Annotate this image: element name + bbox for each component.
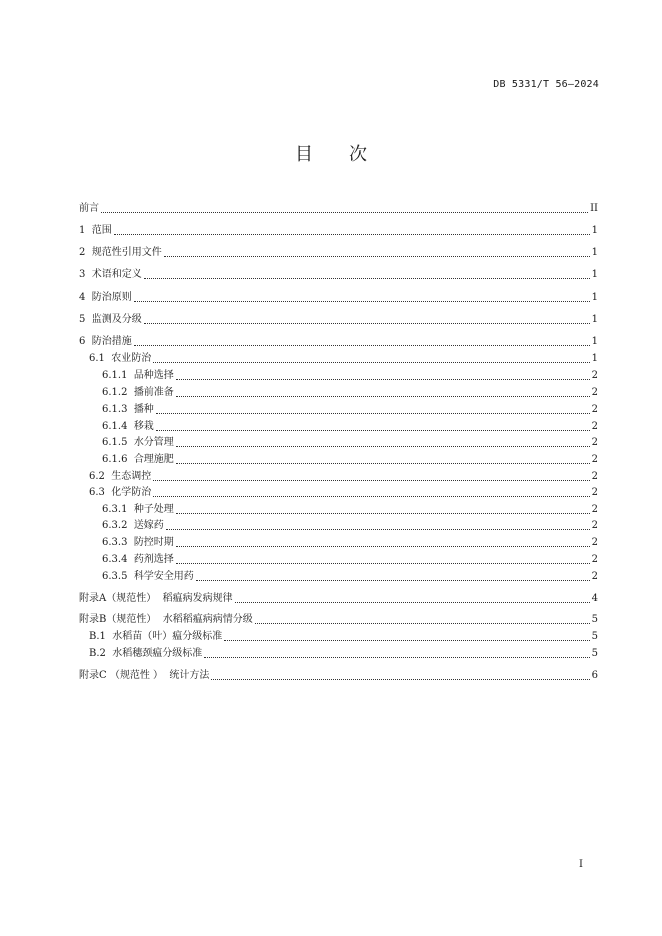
toc-entry-label: 术语和定义	[91, 269, 142, 280]
toc-entry[interactable]	[89, 468, 598, 484]
toc-entry[interactable]	[79, 333, 598, 349]
toc-entry-label: 防治原则	[91, 292, 132, 303]
toc-entry[interactable]	[79, 266, 598, 282]
toc-entry-number: 6.1.4	[102, 421, 134, 432]
toc-entry[interactable]	[79, 311, 598, 327]
toc-dot-leader	[156, 430, 590, 431]
toc-dot-leader	[196, 580, 590, 581]
toc-dot-leader	[176, 563, 590, 564]
toc-entry-page: 1	[591, 314, 598, 325]
toc-entry-label: 播种	[133, 404, 154, 415]
toc-entry-page: 6	[591, 670, 598, 681]
toc-entry-page: 4	[591, 593, 598, 604]
toc-entry-number: B.2	[89, 648, 113, 659]
toc-entry[interactable]	[102, 568, 598, 584]
toc-entry-page: 5	[591, 631, 598, 642]
toc-entry-number: 4	[79, 292, 92, 303]
toc-entry[interactable]	[89, 628, 598, 644]
toc-entry-page: 2	[591, 471, 598, 482]
toc-dot-leader	[153, 480, 589, 481]
toc-dot-leader	[204, 657, 589, 658]
toc-entry-page: 2	[591, 504, 598, 515]
toc-entry-label: 科学安全用药	[133, 571, 194, 582]
toc-entry-page: 2	[591, 437, 598, 448]
toc-entry[interactable]	[89, 484, 598, 500]
toc-entry[interactable]	[102, 534, 598, 550]
toc-entry-label: 合理施肥	[133, 454, 174, 465]
toc-entry-label: 品种选择	[133, 370, 174, 381]
toc-entry[interactable]	[79, 200, 598, 216]
toc-dot-leader	[164, 256, 590, 257]
toc-entry-page: 2	[591, 421, 598, 432]
toc-dot-leader	[211, 679, 589, 680]
toc-entry-label: 水稻穗颈瘟分级标准	[112, 648, 203, 659]
toc-entry-page: 2	[591, 520, 598, 531]
toc-entry[interactable]	[102, 551, 598, 567]
toc-entry-number: 6.2	[89, 471, 112, 482]
toc-dot-leader	[144, 323, 590, 324]
toc-dot-leader	[224, 640, 589, 641]
toc-dot-leader	[176, 513, 590, 514]
toc-entry[interactable]	[102, 501, 598, 517]
toc-entry[interactable]	[79, 222, 598, 238]
toc-dot-leader	[134, 345, 590, 346]
toc-entry-page: 1	[591, 353, 598, 364]
toc-dot-leader	[176, 396, 590, 397]
toc-entry[interactable]	[102, 367, 598, 383]
toc-entry[interactable]	[102, 418, 598, 434]
toc-entry[interactable]	[79, 590, 598, 606]
toc-entry[interactable]	[102, 434, 598, 450]
toc-entry-number: 6.1	[89, 353, 112, 364]
toc-entry-label: 附录B（规范性） 水稻稻瘟病病情分级	[79, 614, 253, 625]
toc-entry-page: 2	[591, 387, 598, 398]
title-char-1: 目	[295, 144, 313, 165]
toc-entry[interactable]	[79, 244, 598, 260]
toc-entry[interactable]	[79, 611, 598, 627]
toc-dot-leader	[114, 234, 590, 235]
toc-entry[interactable]	[89, 645, 598, 661]
toc-dot-leader	[235, 602, 590, 603]
toc-entry-page: 2	[591, 537, 598, 548]
toc-entry-number: 6.3	[89, 487, 112, 498]
toc-entry-page: 1	[591, 225, 598, 236]
toc-entry[interactable]	[102, 451, 598, 467]
toc-entry-page: 5	[591, 614, 598, 625]
toc-entry-label: 水分管理	[133, 437, 174, 448]
toc-dot-leader	[144, 278, 590, 279]
toc-dot-leader	[176, 463, 590, 464]
toc-entry-page: 2	[591, 454, 598, 465]
toc-dot-leader	[153, 496, 589, 497]
toc-dot-leader	[255, 623, 590, 624]
toc-dot-leader	[101, 212, 588, 213]
toc-entry[interactable]	[102, 517, 598, 533]
toc-entry-label: 水稻苗（叶）瘟分级标准	[112, 631, 223, 642]
toc-entry-number: 6.3.1	[102, 504, 134, 515]
toc-entry-label: 送嫁药	[133, 520, 164, 531]
toc-dot-leader	[176, 446, 590, 447]
toc-entry-page: 2	[591, 370, 598, 381]
toc-dot-leader	[134, 301, 590, 302]
toc-entry-number: 6.1.5	[102, 437, 134, 448]
footer-page-number: I	[579, 859, 583, 870]
toc-entry-number: 6.1.3	[102, 404, 134, 415]
toc-entry-number: 6.3.2	[102, 520, 134, 531]
document-code: DB 5331/T 56—2024	[493, 79, 599, 90]
toc-entry-label: 范围	[91, 225, 112, 236]
toc-entry-label: 规范性引用文件	[91, 247, 162, 258]
toc-entry-page: 2	[591, 554, 598, 565]
toc-entry-label: 附录A（规范性） 稻瘟病发病规律	[79, 593, 233, 604]
toc-entry-number: 1	[79, 225, 92, 236]
toc-entry-number: 6.1.2	[102, 387, 134, 398]
toc-entry-number: B.1	[89, 631, 113, 642]
toc-entry-label: 监测及分级	[91, 314, 142, 325]
toc-entry-page: 1	[591, 247, 598, 258]
toc-dot-leader	[153, 362, 589, 363]
toc-entry-page: 1	[591, 269, 598, 280]
toc-entry-page: II	[590, 203, 598, 214]
toc-entry[interactable]	[79, 667, 598, 683]
toc-entry-label: 农业防治	[111, 353, 152, 364]
toc-entry[interactable]	[102, 384, 598, 400]
toc-entry-page: 2	[591, 404, 598, 415]
toc-entry-page: 2	[591, 487, 598, 498]
toc-entry-number: 6.3.4	[102, 554, 134, 565]
toc-entry-page: 5	[591, 648, 598, 659]
toc-entry-number: 6.1.1	[102, 370, 134, 381]
toc-entry-label: 生态调控	[111, 471, 152, 482]
toc-entry-number: 5	[79, 314, 92, 325]
toc-entry-label: 药剂选择	[133, 554, 174, 565]
toc-entry-label: 种子处理	[133, 504, 174, 515]
toc-entry-number: 6.1.6	[102, 454, 134, 465]
toc-entry[interactable]	[89, 350, 598, 366]
toc-entry-number: 2	[79, 247, 92, 258]
toc-dot-leader	[156, 413, 590, 414]
toc-entry-page: 1	[591, 336, 598, 347]
toc-entry-label: 前言	[79, 203, 99, 214]
toc-entry-label: 防治措施	[91, 336, 132, 347]
toc-entry-number: 6.3.5	[102, 571, 134, 582]
toc-entry-label: 防控时期	[133, 537, 174, 548]
toc-entry-label: 播前准备	[133, 387, 174, 398]
toc-entry-number: 6	[79, 336, 92, 347]
page-title	[0, 140, 662, 166]
toc-entry-number: 3	[79, 269, 92, 280]
toc-entry-label: 化学防治	[111, 487, 152, 498]
toc-dot-leader	[176, 546, 590, 547]
toc-entry[interactable]	[79, 289, 598, 305]
toc-entry-label: 附录C （规范性 ） 统计方法	[79, 670, 210, 681]
toc-entry[interactable]	[102, 401, 598, 417]
title-char-2: 次	[349, 144, 367, 165]
toc-entry-number: 6.3.3	[102, 537, 134, 548]
toc-entry-label: 移栽	[133, 421, 154, 432]
toc-dot-leader	[176, 379, 590, 380]
toc-entry-page: 2	[591, 571, 598, 582]
toc-entry-page: 1	[591, 292, 598, 303]
toc-dot-leader	[166, 529, 590, 530]
